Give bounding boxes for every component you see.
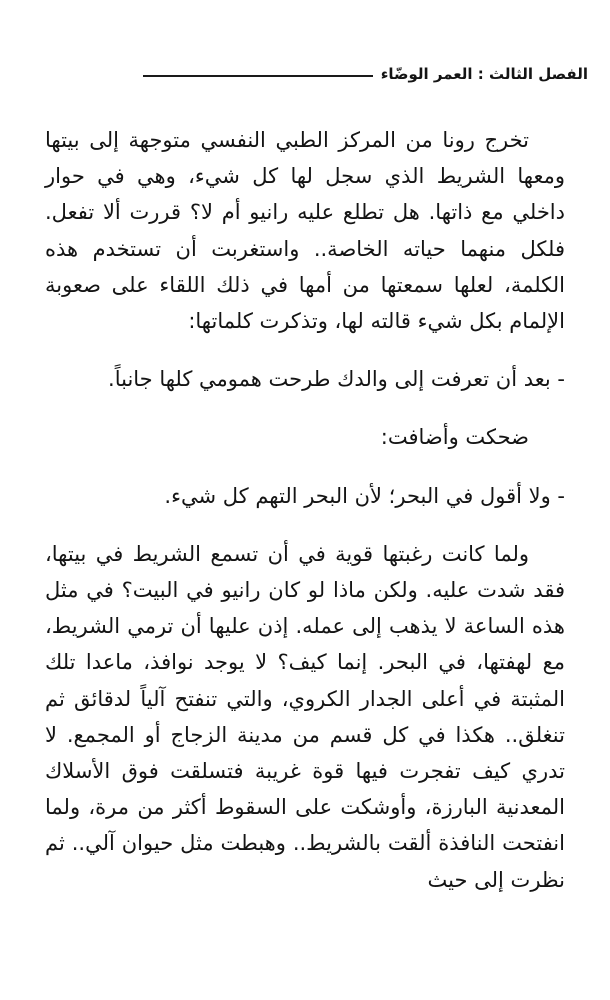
paragraph-2: ضحكت وأضافت: [380, 425, 529, 450]
body-text [45, 122, 565, 898]
dialogue-line-1: - بعد أن تعرفت إلى والدك طرحت همومي كلها جانباً. [108, 367, 565, 392]
header-rule [143, 75, 373, 77]
chapter-title: الفصل الثالث : العمر الوضّاء [380, 65, 588, 83]
paragraph-1: تخرج رونا من المركز الطبي النفسي متوجهة إلى بيتها ومعها الشريط الذي سجل لها كل شيء، وهي في حوار داخلي مع ذاتها. هل تطلع عليه رانيو أم لا؟ قررت ألا تفعل. فلكل منهما حياته الخاصة.. واستغربت أن تستخدم هذه الكلمة، لعلها سمعتها من أمها في ذلك اللقاء على صعوبة الإلمام بكل شيء قالته لها، وتذكرت كلماتها: [45, 128, 565, 334]
dialogue-line-2: - ولا أقول في البحر؛ لأن البحر التهم كل شيء. [164, 483, 565, 508]
paragraph-3: ولما كانت رغبتها قوية في أن تسمع الشريط في بيتها، فقد شدت عليه. ولكن ماذا لو كان رانيو في البيت؟ في مثل هذه الساعة لا يذهب إلى عمله. إذن عليها أن ترمي الشريط، مع لهفتها، في البحر. إنما كيف؟ لا يوجد نوافذ، ماعدا تلك المثبتة في أعلى الجدار الكروي، والتي تنفتح آلياً لدقائق ثم تنغلق.. هكذا في كل قسم من مدينة الزجاج أو المجمع. لا تدري كيف تفجرت فيها قوة غريبة فتسلقت فوق الأسلاك المعدنية البارزة، وأوشكت على السقوط أكثر من مرة، ولما انفتحت النافذة ألقت بالشريط.. وهبطت مثل حيوان آلي.. ثم نظرت إلى حيث [45, 541, 565, 892]
running-header [122, 62, 588, 86]
